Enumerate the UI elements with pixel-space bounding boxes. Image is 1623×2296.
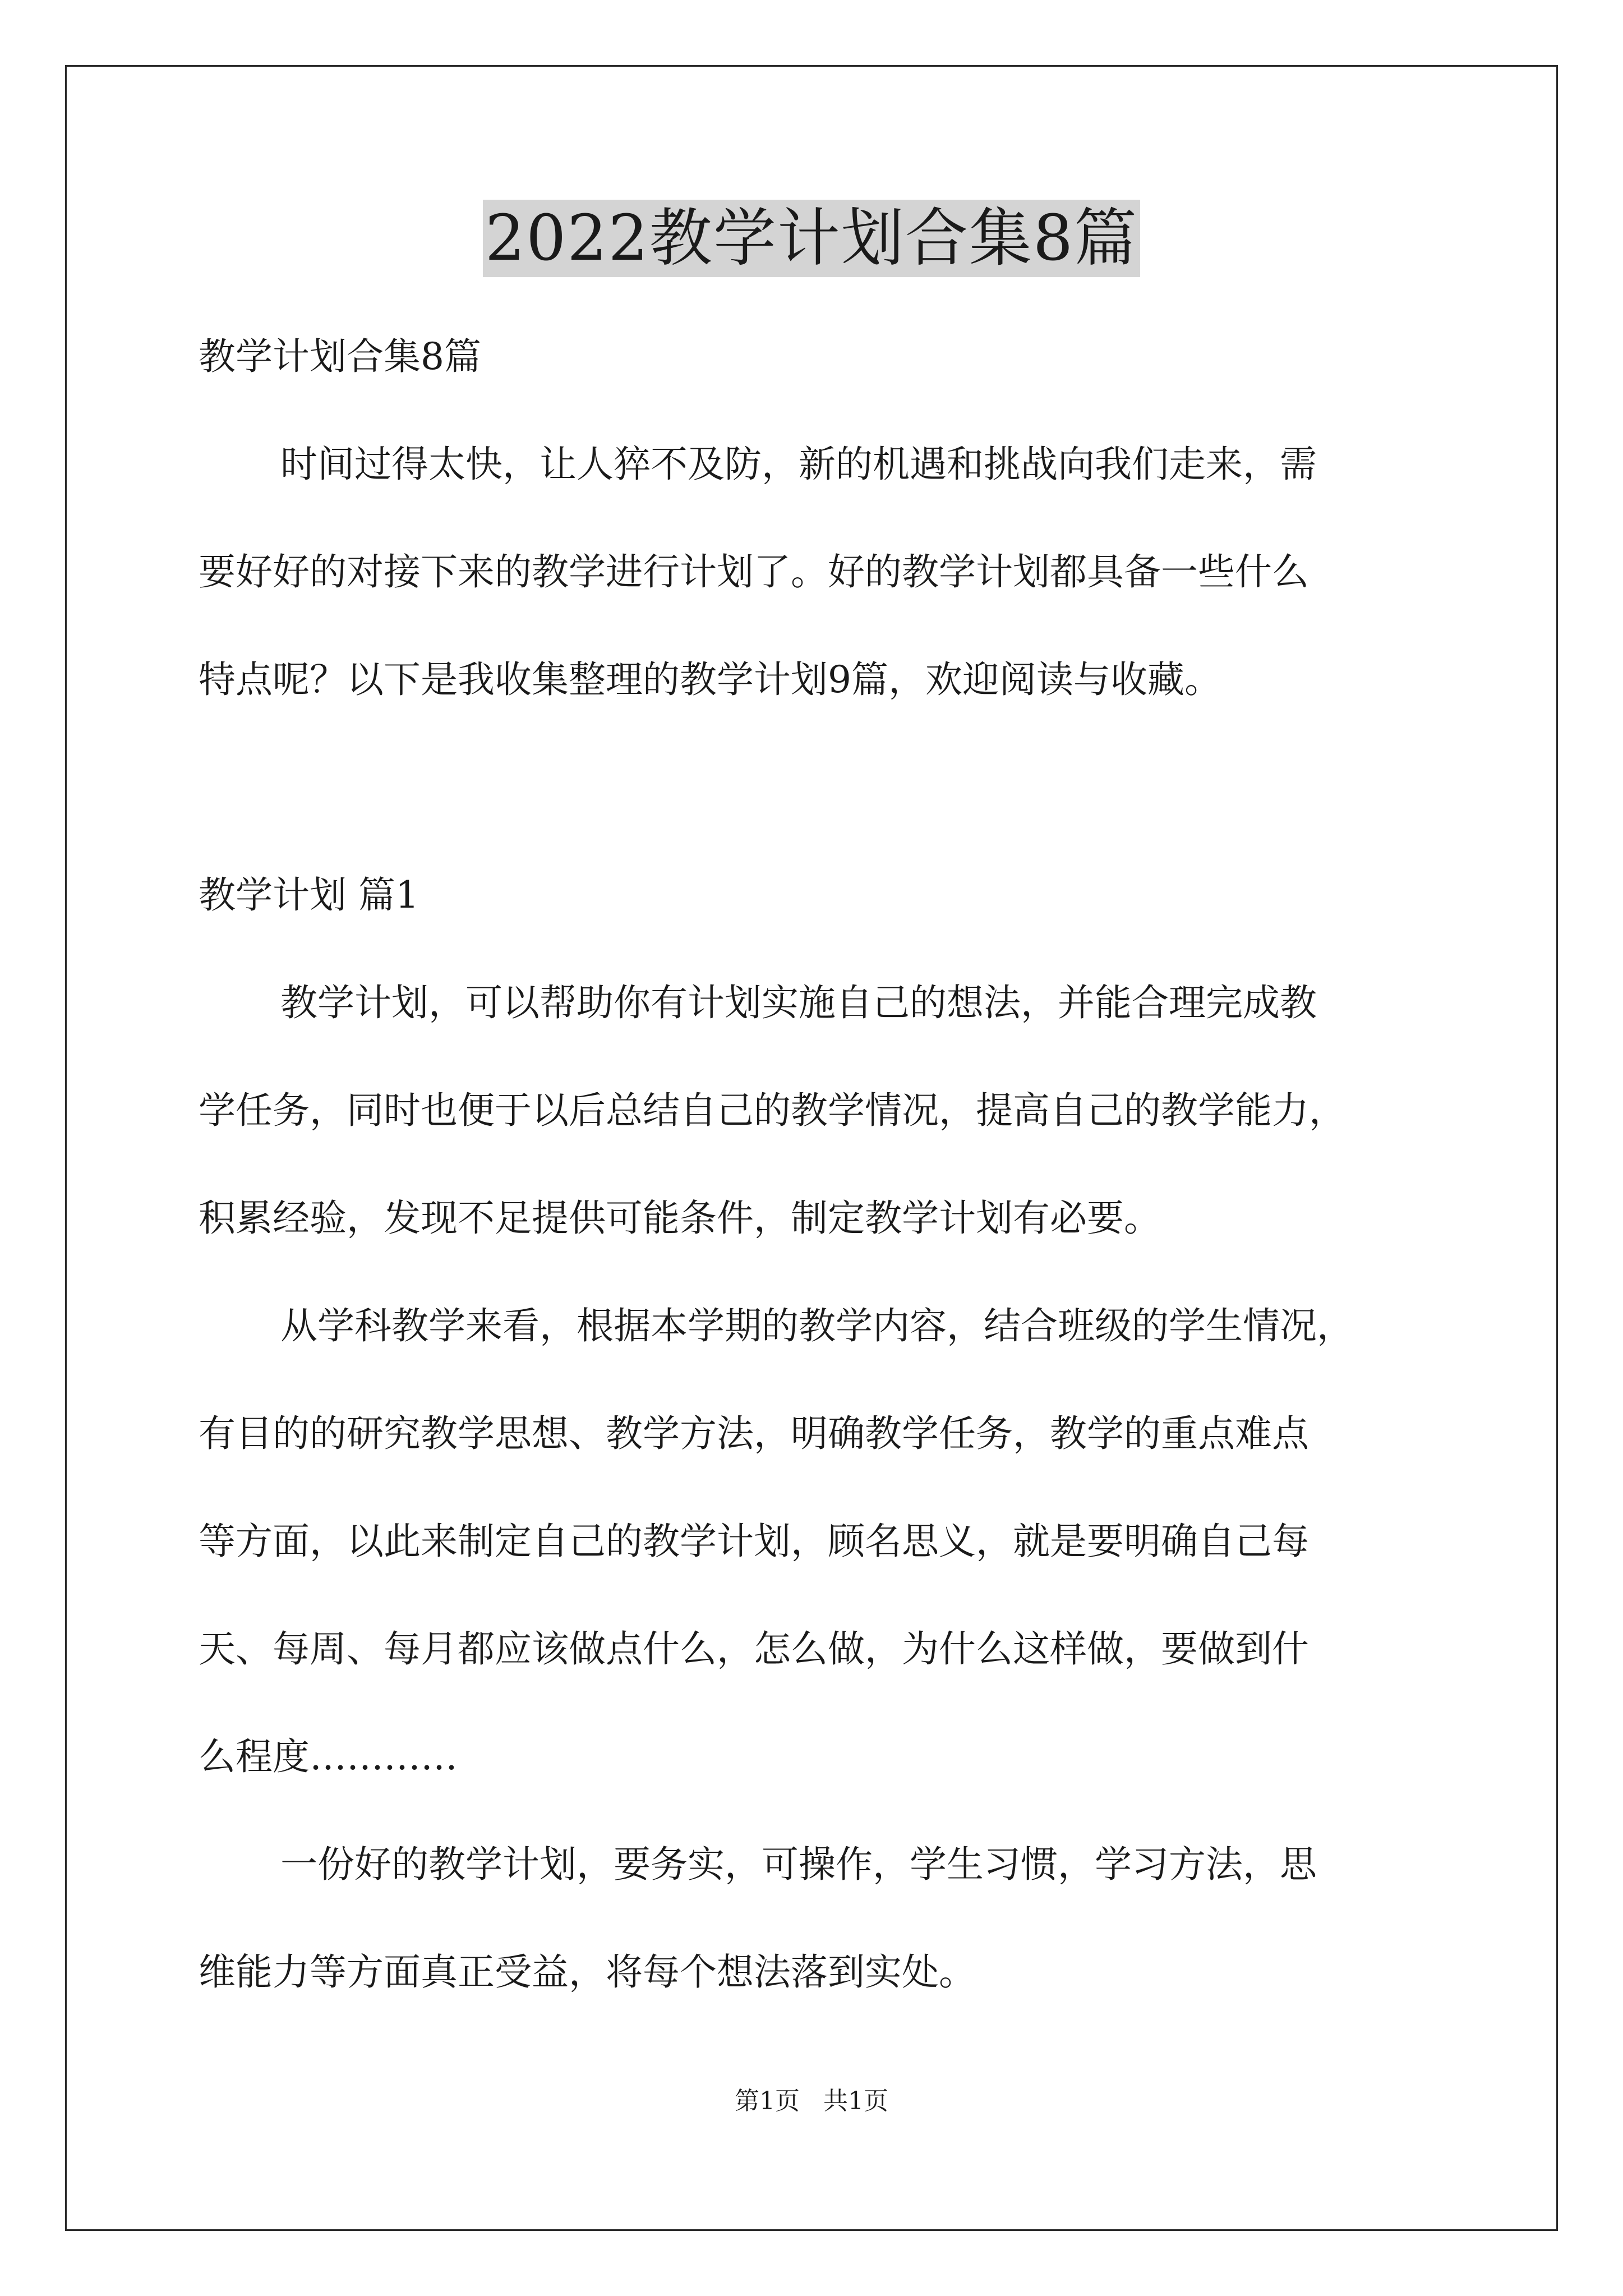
- document-title: 2022教学计划合集8篇: [483, 200, 1140, 277]
- section-paragraph-3: [199, 1811, 1455, 2026]
- paragraph-line: 等方面，以此来制定自己的教学计划，顾名思义，就是要明确自己每: [199, 1520, 1309, 1563]
- paragraph-line: 有目的的研究教学思想、教学方法，明确教学任务，教学的重点难点: [199, 1412, 1309, 1455]
- page-footer: 第1页 共1页: [735, 2087, 888, 2115]
- section-paragraph-1: [199, 949, 1455, 1272]
- paragraph-line: 天、每周、每月都应该做点什么，怎么做，为什么这样做，要做到什: [199, 1627, 1309, 1671]
- paragraph-line: 么程度…………: [199, 1735, 458, 1778]
- paragraph-line: 一份好的教学计划，要务实，可操作，学生习惯，学习方法，思: [280, 1843, 1317, 1886]
- document-subtitle: 教学计划合集8篇: [199, 335, 481, 378]
- intro-paragraph: [199, 411, 1455, 734]
- title-container: [0, 200, 1623, 277]
- paragraph-gap: [199, 734, 1455, 841]
- paragraph-line: 积累经验，发现不足提供可能条件，制定教学计划有必要。: [199, 1197, 1161, 1240]
- section-heading: 教学计划 篇1: [199, 873, 419, 917]
- paragraph-line: 维能力等方面真正受益，将每个想法落到实处。: [199, 1950, 976, 1994]
- intro-line: 时间过得太快，让人猝不及防，新的机遇和挑战向我们走来，需: [280, 443, 1317, 486]
- paragraph-line: 学任务，同时也便于以后总结自己的教学情况，提高自己的教学能力，: [199, 1089, 1346, 1132]
- section-paragraph-2: [199, 1272, 1455, 1811]
- intro-line: 要好好的对接下来的教学进行计划了。好的教学计划都具备一些什么: [199, 550, 1309, 593]
- paragraph-line: 从学科教学来看，根据本学期的教学内容，结合班级的学生情况，: [280, 1304, 1354, 1347]
- intro-line: 特点呢？以下是我收集整理的教学计划9篇，欢迎阅读与收藏。: [199, 658, 1221, 701]
- paragraph-line: 教学计划，可以帮助你有计划实施自己的想法，并能合理完成教: [280, 981, 1317, 1024]
- document-body: [199, 303, 1455, 2026]
